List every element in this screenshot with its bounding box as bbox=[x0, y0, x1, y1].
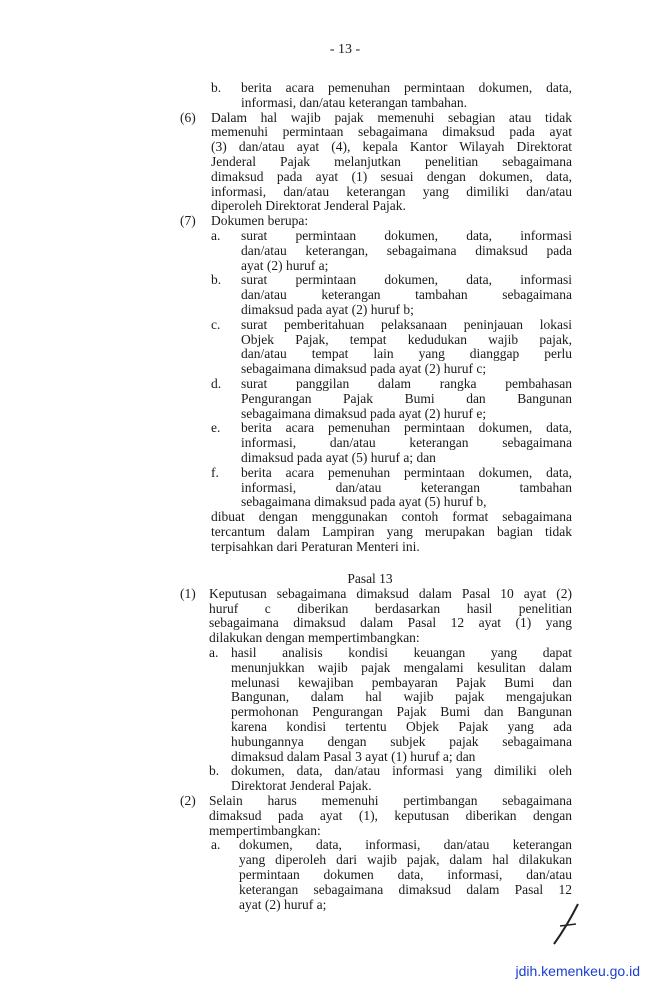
text-line: huruf c diberikan berdasarkan hasil penelitian bbox=[209, 600, 572, 616]
item-label: a. bbox=[211, 837, 221, 853]
text-line: dokumen, data, dan/atau informasi yang dimiliki oleh bbox=[231, 763, 572, 779]
text-line: dimaksud pada ayat (1), keputusan diberikan dengan bbox=[209, 807, 572, 823]
text-line: dan/atau tempat lain yang dianggap perlu bbox=[241, 346, 572, 362]
list-item bbox=[0, 764, 660, 794]
text-line: menunjukkan wajib pajak mengalami kesulitan dalam bbox=[231, 659, 572, 675]
text-line: yang diperoleh dari wajib pajak, dalam hal dilakukan bbox=[239, 852, 572, 868]
text-line: informasi, dan/atau keterangan tambahan. bbox=[241, 94, 468, 110]
text-line: sebagaimana dimaksud pada ayat (2) huruf e; bbox=[241, 405, 487, 421]
item-label: b. bbox=[209, 763, 220, 779]
text-line: dimaksud pada ayat (2) huruf b; bbox=[241, 301, 414, 317]
section-continuation bbox=[0, 81, 660, 555]
item-label: d. bbox=[211, 375, 222, 391]
item-label: a. bbox=[209, 644, 219, 660]
text-line: berita acara pemenuhan permintaan dokumen, data, bbox=[241, 420, 572, 436]
text-line: dimaksud pada ayat (1) sesuai dengan dokumen, data, bbox=[211, 168, 572, 184]
text-line: informasi, dan/atau keterangan yang dimiliki dan/atau bbox=[211, 183, 572, 199]
text-line: hubungannya dengan subjek pajak sebagaimana bbox=[231, 733, 572, 749]
text-line: surat panggilan dalam rangka pembahasan bbox=[241, 375, 572, 391]
pasal-title: Pasal 13 bbox=[347, 571, 393, 586]
text-line: Bangunan, dalam hal wajib pajak mengajukan bbox=[231, 689, 572, 705]
text-line: informasi, dan/atau keterangan tambahan bbox=[241, 479, 572, 495]
page-number: - 13 - bbox=[329, 42, 361, 57]
item-label: f. bbox=[211, 464, 219, 480]
text-line: Direktorat Jenderal Pajak. bbox=[231, 778, 372, 794]
item-label: a. bbox=[211, 227, 221, 243]
text-line: surat pemberitahuan pelaksanaan peninjauan lokasi bbox=[241, 316, 572, 332]
text-line: ayat (2) huruf a; bbox=[241, 257, 329, 273]
item-label: e. bbox=[211, 420, 221, 436]
item-label: (1) bbox=[180, 585, 196, 601]
signature-initial bbox=[548, 900, 588, 950]
text-line: melunasi kewajiban pembayaran Pajak Bumi dan bbox=[231, 674, 572, 690]
text-line: Dokumen berupa: bbox=[211, 213, 309, 229]
text-line: diperoleh Direktorat Jenderal Pajak. bbox=[211, 198, 406, 214]
text-line: dilakukan dengan mempertimbangkan: bbox=[209, 630, 420, 646]
text-line: permintaan dokumen data, informasi, dan/atau bbox=[239, 866, 572, 882]
list-item bbox=[0, 794, 660, 838]
item-label: b. bbox=[211, 272, 222, 288]
item-label: c. bbox=[211, 316, 221, 332]
text-line: dimaksud dalam Pasal 3 ayat (1) huruf a; dan bbox=[231, 748, 476, 764]
text-line: mempertimbangkan: bbox=[209, 822, 321, 838]
pasal-13-body bbox=[0, 587, 660, 913]
text-line: Dalam hal wajib pajak memenuhi sebagian atau tidak bbox=[211, 109, 572, 125]
text-line: Jenderal Pajak melanjutkan penelitian sebagaimana bbox=[211, 153, 572, 169]
item-label: (2) bbox=[180, 792, 196, 808]
source-watermark-link[interactable]: jdih.kemenkeu.go.id bbox=[515, 963, 640, 979]
text-line: surat permintaan dokumen, data, informasi bbox=[241, 272, 572, 288]
text-line: keterangan sebagaimana dimaksud dalam Pasal 12 bbox=[239, 881, 572, 897]
text-line: berita acara pemenuhan permintaan dokumen, data, bbox=[241, 464, 572, 480]
text-line: terpisahkan dari Peraturan Menteri ini. bbox=[211, 538, 420, 554]
item-label: b. bbox=[211, 80, 222, 95]
text-line: Objek Pajak, tempat kedudukan wajib pajak, bbox=[241, 331, 572, 347]
text-line: hasil analisis kondisi keuangan yang dapat bbox=[231, 644, 572, 660]
list-item bbox=[0, 377, 660, 421]
list-item bbox=[0, 510, 660, 554]
text-line: sebagaimana dimaksud pada ayat (5) huruf b, bbox=[241, 494, 487, 510]
list-item bbox=[0, 273, 660, 317]
list-item bbox=[0, 81, 660, 111]
text-line: memenuhi permintaan sebagaimana dimaksud pada ayat bbox=[211, 124, 572, 140]
text-line: permohonan Pengurangan Pajak Bumi dan Bangunan bbox=[231, 704, 572, 720]
text-line: dan/atau keterangan, sebagaimana dimaksud pada bbox=[241, 242, 572, 258]
text-line: surat permintaan dokumen, data, informasi bbox=[241, 227, 572, 243]
text-line: informasi, dan/atau keterangan sebagaimana bbox=[241, 435, 572, 451]
list-item bbox=[0, 111, 660, 215]
list-item bbox=[0, 587, 660, 646]
text-line: sebagaimana dimaksud dalam Pasal 12 ayat (1) yang bbox=[209, 615, 572, 631]
text-line: tercantum dalam Lampiran yang merupakan bagian tidak bbox=[211, 523, 572, 539]
text-line: ayat (2) huruf a; bbox=[239, 896, 327, 912]
text-line: karena kondisi tertentu Objek Pajak yang ada bbox=[231, 718, 572, 734]
list-item bbox=[0, 421, 660, 465]
list-item bbox=[0, 214, 660, 229]
text-line: dibuat dengan menggunakan contoh format sebagaimana bbox=[211, 509, 572, 525]
text-line: berita acara pemenuhan permintaan dokumen, data, bbox=[241, 80, 572, 95]
list-item bbox=[0, 646, 660, 764]
list-item bbox=[0, 229, 660, 273]
list-item bbox=[0, 318, 660, 377]
text-line: sebagaimana dimaksud pada ayat (2) huruf c; bbox=[241, 361, 487, 377]
text-line: dimaksud pada ayat (5) huruf a; dan bbox=[241, 449, 436, 465]
text-line: Selain harus memenuhi pertimbangan sebagaimana bbox=[209, 792, 572, 808]
pasal-13 bbox=[0, 572, 660, 912]
item-label: (7) bbox=[180, 213, 196, 229]
text-line: dokumen, data, informasi, dan/atau keterangan bbox=[239, 837, 572, 853]
text-line: Pengurangan Pajak Bumi dan Bangunan bbox=[241, 390, 572, 406]
text-line: (3) dan/atau ayat (4), kepala Kantor Wilayah Direktorat bbox=[211, 139, 572, 155]
list-item bbox=[0, 466, 660, 510]
text-line: Keputusan sebagaimana dimaksud dalam Pasal 10 ayat (2) bbox=[209, 585, 572, 601]
item-label: (6) bbox=[180, 109, 196, 125]
text-line: dan/atau keterangan tambahan sebagaimana bbox=[241, 287, 572, 303]
